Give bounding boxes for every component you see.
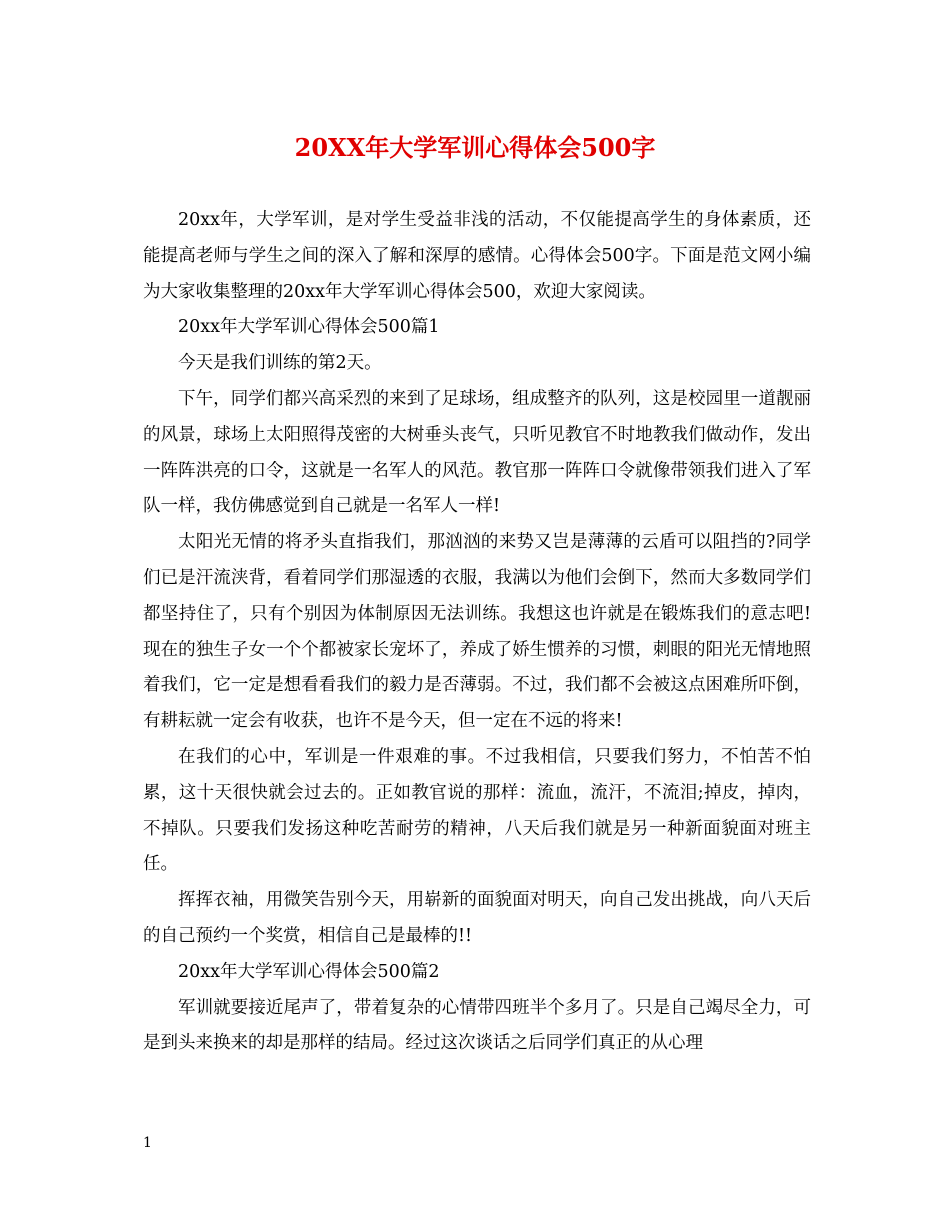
page-number: 1 — [143, 1135, 152, 1151]
paragraph: 挥挥衣袖，用微笑告别今天，用崭新的面貌面对明天，向自己发出挑战，向八天后的自己预约一个奖赏，相信自己是最棒的!! — [143, 890, 811, 946]
paragraph: 太阳光无情的将矛头直指我们，那汹汹的来势又岂是薄薄的云盾可以阻挡的?同学们已是汗流浃背，看着同学们那湿透的衣服，我满以为他们会倒下，然而大多数同学们都坚持住了，只有个别因为体制原因无法训练。我想这也许就是在锻炼我们的意志吧!现在的独生子女一个个都被家长宠坏了，养成了娇生惯养的习惯，刺眼的阳光无情地照着我们，它一定是想看看我们的毅力是否薄弱。不过，我们都不会被这点困难所吓倒，有耕耘就一定会有收获，也许不是今天，但一定在不远的将来! — [143, 532, 811, 732]
section-heading-1: 20xx年大学军训心得体会500篇1 — [178, 317, 440, 338]
paragraph: 下午，同学们都兴高采烈的来到了足球场，组成整齐的队列，这是校园里一道靓丽的风景，球场上太阳照得茂密的大树垂头丧气，只听见教官不时地教我们做动作，发出一阵阵洪亮的口令，这就是一名军人的风范。教官那一阵阵口令就像带领我们进入了军队一样，我仿佛感觉到自己就是一名军人一样! — [143, 388, 811, 517]
document-title: 20XX年大学军训心得体会500字 — [294, 133, 656, 162]
paragraph: 军训就要接近尾声了，带着复杂的心情带四班半个多月了。只是自己竭尽全力，可是到头来换来的却是那样的结局。经过这次谈话之后同学们真正的从心理 — [143, 997, 811, 1054]
section-heading-2: 20xx年大学军训心得体会500篇2 — [178, 961, 440, 982]
paragraph: 在我们的心中，军训是一件艰难的事。不过我相信，只要我们努力，不怕苦不怕累，这十天很快就会过去的。正如教官说的那样：流血，流汗，不流泪;掉皮，掉肉，不掉队。只要我们发扬这种吃苦耐劳的精神，八天后我们就是另一种新面貌面对班主任。 — [143, 746, 811, 875]
paragraph: 今天是我们训练的第2天。 — [178, 353, 382, 374]
paragraph-intro: 20xx年，大学军训，是对学生受益非浅的活动，不仅能提高学生的身体素质，还能提高老师与学生之间的深入了解和深厚的感情。心得体会500字。下面是范文网小编为大家收集整理的20xx年大学军训心得体会500，欢迎大家阅读。 — [143, 210, 811, 302]
document-body — [143, 203, 811, 1062]
